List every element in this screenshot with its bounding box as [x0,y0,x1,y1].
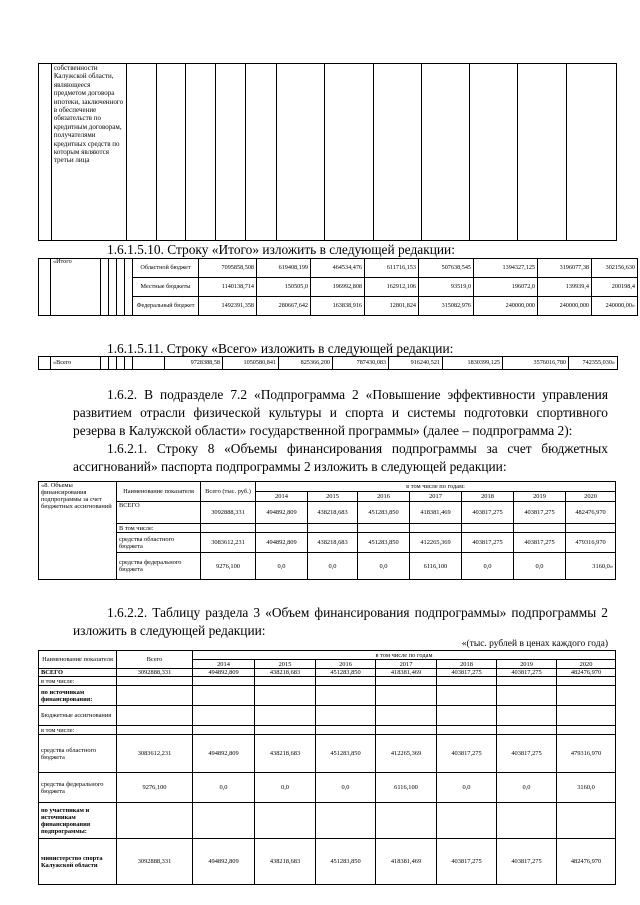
col-total-header: Всего [117,651,193,669]
table-passport-line-8 [38,481,616,580]
year-header: 2018 [437,660,497,669]
year-header: 2014 [193,660,255,669]
table-itogo: «Итого Областной бюджет 7095858,508 619408,199 464534,476 611716,153 507638,545 1394327,125 3196077,38 302156,630 Местные бюджеты 1140138,714 150505,0 196992,808 162912,106 93519,0 196072,0 139939,4 200198,4 Федеральный бюджет 1492391,358 280667,642 163838,916 12801,824 315082,976 240000,000 240000,000 240000,00» [38,258,638,316]
heading-vsego: 1.6.1.5.11. Строку «Всего» изложить в следующей редакции: [107,341,454,356]
heading-itogo: 1.6.1.5.10. Строку «Итого» изложить в следующей редакции: [107,242,455,257]
vsego-label: «Всего [51,357,101,370]
year-header: 2018 [462,492,514,502]
row-name: Областной бюджет [133,259,199,278]
table-row: ВСЕГО 3092888,331 494892,809 438218,683 451283,850 418381,469 403817,275 403817,275 482476,970 [39,669,616,677]
table-row: средства федерального бюджета 9276,100 0,0 0,0 0,0 6116,100 0,0 0,0 3160,0 [39,773,616,803]
table-subprogram-financing [38,650,616,885]
table-row: В том числе: [39,524,616,533]
col-by-year-header: в том числе по годам: [256,482,616,492]
col-by-year-header: в том числе по годам [193,651,616,660]
empty-cell [39,64,52,241]
row-name: Федеральный бюджет [133,297,199,316]
paragraph-1-6-2-2: 1.6.2.2. Таблицу раздела 3 «Объем финансирования подпрограммы» подпрограммы 2 изложить в следующей редакции: [73,605,608,638]
table-row: средства областного бюджета 3083612,231 494892,809 438218,683 451283,850 412265,369 403817,275 403817,275 479316,970 [39,735,616,773]
table-row: по участникам и источникам финансирования подпрограммы: [39,803,616,839]
itogo-label: «Итого [51,259,101,316]
year-header: 2019 [514,492,566,502]
table-row: министерство спорта Калужской области 3092888,331 494892,809 438218,683 451283,850 418381,469 403817,275 403817,275 482476,970 [39,839,616,885]
year-header: 2020 [557,660,616,669]
year-header: 2016 [316,660,376,669]
row-name: Местные бюджеты [133,278,199,297]
table-row: в том числе: [39,726,616,735]
year-header: 2015 [308,492,358,502]
year-header: 2017 [376,660,437,669]
year-header: 2014 [256,492,308,502]
table-row: Бюджетные ассигнования [39,706,616,726]
year-header: 2016 [358,492,410,502]
col-name-header: Наименование показателя [117,482,201,502]
year-header: 2017 [410,492,462,502]
year-header: 2019 [497,660,557,669]
table-row: по источникам финансирования: [39,686,616,706]
paragraph-1-6-2-1: 1.6.2.1. Строку 8 «Объемы финансирования подпрограммы за счет бюджетных ассигнований» паспорта подпрограммы 2 изложить в следующей редакции: [73,441,608,474]
table-row: в том числе: [39,677,616,686]
table-row: средства областного бюджета 3083612,231 494892,809 438218,683 451283,850 412265,369 403817,275 403817,275 479316,970 [39,533,616,553]
table-row: средства федерального бюджета 9276,100 0,0 0,0 0,0 6116,100 0,0 0,0 3160,0» [39,553,616,580]
table-caption: «(тыс. рублей в ценах каждого года) [461,639,608,649]
col-name-header: Наименование показателя [39,651,117,669]
paragraph-1-6-2: 1.6.2. В подразделе 7.2 «Подпрограмма 2 «Повышение эффективности управления развитием отрасли физической культуры и спорта и системы подготовки спортивного резерва в Калужской области» государственной программы» (далее – подпрограмма 2): [73,387,608,438]
col-total-header: Всего (тыс. руб.) [201,482,256,502]
description-cell: собственности Калужской области, являющееся предметом договора ипотеки, заключенного в обеспечение обязательств по кредитным договорам, получателями кредитных средств по которым являются третьи лица [51,64,126,241]
year-header: 2020 [566,492,616,502]
table-row: ВСЕГО 3092888,331 494892,809 438218,683 451283,850 418381,469 403817,275 403817,275 482476,970 [39,502,616,524]
passport-label: «8. Объемы финансирования подпрограммы за счет бюджетных ассигнований [39,482,117,580]
table-vsego: «Всего 9728388,58 1050580,841 825366,200 787430,083 916240,521 1830399,125 3576016,780 742355,030» [38,356,618,370]
table-continuation [38,63,617,241]
year-header: 2015 [255,660,316,669]
